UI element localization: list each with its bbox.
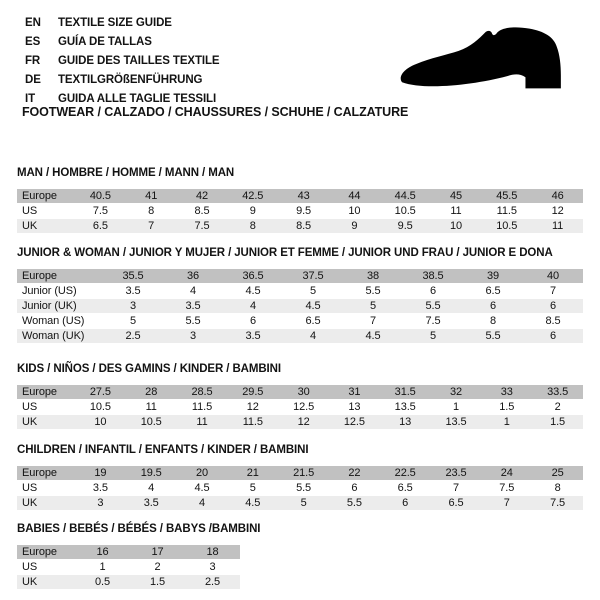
- row-label-cell: US: [17, 560, 75, 575]
- size-value-cell: 3: [103, 299, 163, 314]
- size-table: [17, 466, 583, 511]
- size-value-cell: 3.5: [223, 329, 283, 344]
- row-label-cell: US: [17, 204, 75, 219]
- table-title: MAN / HOMBRE / HOMME / MANN / MAN: [17, 167, 235, 179]
- size-value-cell: 45.5: [481, 189, 532, 204]
- size-value-cell: 3.5: [163, 299, 223, 314]
- size-value-cell: 5.5: [163, 314, 223, 329]
- size-value-cell: 9: [227, 204, 278, 219]
- row-label-cell: US: [17, 400, 75, 415]
- row-label-cell: Woman (UK): [17, 329, 103, 344]
- size-value-cell: 3: [185, 560, 240, 575]
- size-value-cell: 11: [532, 219, 583, 234]
- table-row: [17, 299, 583, 314]
- size-value-cell: 5: [343, 299, 403, 314]
- size-value-cell: 40: [523, 269, 583, 284]
- size-value-cell: 7: [126, 219, 177, 234]
- table-row: [17, 415, 583, 430]
- row-label-cell: UK: [17, 219, 75, 234]
- table-row: [17, 496, 583, 511]
- row-label-cell: UK: [17, 575, 75, 590]
- size-value-cell: 21: [227, 466, 278, 481]
- table-title: JUNIOR & WOMAN / JUNIOR Y MUJER / JUNIOR ET FEMME / JUNIOR UND FRAU / JUNIOR E DONA: [17, 247, 553, 259]
- size-value-cell: 6: [329, 481, 380, 496]
- size-value-cell: 7: [431, 481, 482, 496]
- size-value-cell: 10: [75, 415, 126, 430]
- size-value-cell: 20: [177, 466, 228, 481]
- table-row: [17, 466, 583, 481]
- size-value-cell: 0.5: [75, 575, 130, 590]
- size-value-cell: 6.5: [380, 481, 431, 496]
- category-line: FOOTWEAR / CALZADO / CHAUSSURES / SCHUHE / CALZATURE: [22, 105, 409, 119]
- size-value-cell: 1: [481, 415, 532, 430]
- table-row: [17, 284, 583, 299]
- language-code: DE: [25, 73, 41, 86]
- size-value-cell: 12.5: [329, 415, 380, 430]
- row-label-cell: UK: [17, 415, 75, 430]
- size-value-cell: 4.5: [227, 496, 278, 511]
- size-value-cell: 4: [126, 481, 177, 496]
- size-value-cell: 13: [329, 400, 380, 415]
- size-value-cell: 41: [126, 189, 177, 204]
- size-value-cell: 7.5: [481, 481, 532, 496]
- size-value-cell: 32: [431, 385, 482, 400]
- size-value-cell: 8: [532, 481, 583, 496]
- size-value-cell: 7: [481, 496, 532, 511]
- size-value-cell: 46: [532, 189, 583, 204]
- size-value-cell: 7.5: [532, 496, 583, 511]
- size-value-cell: 11.5: [227, 415, 278, 430]
- size-value-cell: 22.5: [380, 466, 431, 481]
- size-value-cell: 1.5: [130, 575, 185, 590]
- table-row: [17, 575, 240, 590]
- size-value-cell: 38.5: [403, 269, 463, 284]
- table-row: [17, 189, 583, 204]
- size-value-cell: 2: [130, 560, 185, 575]
- size-value-cell: 3: [75, 496, 126, 511]
- size-value-cell: 10.5: [481, 219, 532, 234]
- size-value-cell: 29.5: [227, 385, 278, 400]
- size-value-cell: 7: [343, 314, 403, 329]
- size-table-section: [17, 247, 583, 344]
- size-value-cell: 11: [126, 400, 177, 415]
- size-value-cell: 6: [223, 314, 283, 329]
- size-value-cell: 6.5: [463, 284, 523, 299]
- size-value-cell: 5: [283, 284, 343, 299]
- size-value-cell: 5: [103, 314, 163, 329]
- size-value-cell: 5: [403, 329, 463, 344]
- size-value-cell: 28.5: [177, 385, 228, 400]
- size-value-cell: 6.5: [283, 314, 343, 329]
- size-value-cell: 3.5: [103, 284, 163, 299]
- size-value-cell: 23.5: [431, 466, 482, 481]
- size-value-cell: 12: [278, 415, 329, 430]
- size-value-cell: 12: [532, 204, 583, 219]
- language-label: GUIDA ALLE TAGLIE TESSILI: [58, 92, 217, 105]
- row-label-cell: US: [17, 481, 75, 496]
- size-value-cell: 10.5: [126, 415, 177, 430]
- size-value-cell: 8: [227, 219, 278, 234]
- size-value-cell: 24: [481, 466, 532, 481]
- size-value-cell: 2: [532, 400, 583, 415]
- size-value-cell: 4.5: [177, 481, 228, 496]
- row-label-cell: UK: [17, 496, 75, 511]
- size-value-cell: 8.5: [177, 204, 228, 219]
- size-value-cell: 11: [431, 204, 482, 219]
- size-value-cell: 40.5: [75, 189, 126, 204]
- table-row: [17, 204, 583, 219]
- table-row: [17, 329, 583, 344]
- size-value-cell: 5.5: [343, 284, 403, 299]
- size-value-cell: 3: [163, 329, 223, 344]
- size-value-cell: 6: [380, 496, 431, 511]
- size-value-cell: 35.5: [103, 269, 163, 284]
- size-value-cell: 1: [431, 400, 482, 415]
- size-table: [17, 385, 583, 430]
- row-label-cell: Europe: [17, 466, 75, 481]
- size-value-cell: 10.5: [380, 204, 431, 219]
- size-value-cell: 33: [481, 385, 532, 400]
- language-label: TEXTILGRÖßENFÜHRUNG: [58, 73, 203, 86]
- size-value-cell: 5.5: [403, 299, 463, 314]
- row-label-cell: Europe: [17, 545, 75, 560]
- size-value-cell: 5.5: [278, 481, 329, 496]
- size-value-cell: 5: [227, 481, 278, 496]
- size-value-cell: 9.5: [380, 219, 431, 234]
- size-table-section: [17, 523, 583, 590]
- size-value-cell: 8.5: [523, 314, 583, 329]
- size-value-cell: 45: [431, 189, 482, 204]
- size-value-cell: 10: [329, 204, 380, 219]
- size-value-cell: 13.5: [431, 415, 482, 430]
- size-value-cell: 7.5: [177, 219, 228, 234]
- language-code: FR: [25, 54, 41, 67]
- size-value-cell: 8: [126, 204, 177, 219]
- size-value-cell: 17: [130, 545, 185, 560]
- size-table: [17, 545, 240, 590]
- language-label: GUÍA DE TALLAS: [58, 35, 152, 48]
- row-label-cell: Europe: [17, 269, 103, 284]
- table-row: [17, 545, 240, 560]
- size-value-cell: 5.5: [329, 496, 380, 511]
- size-value-cell: 3.5: [75, 481, 126, 496]
- size-value-cell: 25: [532, 466, 583, 481]
- table-title: KIDS / NIÑOS / DES GAMINS / KINDER / BAMBINI: [17, 363, 281, 375]
- size-value-cell: 44: [329, 189, 380, 204]
- size-value-cell: 42: [177, 189, 228, 204]
- row-label-cell: Europe: [17, 189, 75, 204]
- size-value-cell: 13.5: [380, 400, 431, 415]
- size-value-cell: 8: [463, 314, 523, 329]
- language-code: ES: [25, 35, 41, 48]
- size-value-cell: 28: [126, 385, 177, 400]
- row-label-cell: Junior (UK): [17, 299, 103, 314]
- size-value-cell: 4: [163, 284, 223, 299]
- size-value-cell: 9.5: [278, 204, 329, 219]
- table-row: [17, 219, 583, 234]
- size-value-cell: 36.5: [223, 269, 283, 284]
- size-value-cell: 30: [278, 385, 329, 400]
- size-value-cell: 21.5: [278, 466, 329, 481]
- size-value-cell: 38: [343, 269, 403, 284]
- language-row: [25, 70, 220, 89]
- size-value-cell: 7.5: [75, 204, 126, 219]
- size-value-cell: 9: [329, 219, 380, 234]
- table-title: BABIES / BEBÉS / BÉBÉS / BABYS /BAMBINI: [17, 523, 261, 535]
- row-label-cell: Europe: [17, 385, 75, 400]
- size-value-cell: 22: [329, 466, 380, 481]
- table-row: [17, 560, 240, 575]
- size-value-cell: 2.5: [103, 329, 163, 344]
- size-value-cell: 16: [75, 545, 130, 560]
- size-value-cell: 1: [75, 560, 130, 575]
- size-value-cell: 4.5: [343, 329, 403, 344]
- row-label-cell: Woman (US): [17, 314, 103, 329]
- language-code: EN: [25, 16, 41, 29]
- table-title: CHILDREN / INFANTIL / ENFANTS / KINDER / BAMBINI: [17, 444, 309, 456]
- size-value-cell: 37.5: [283, 269, 343, 284]
- size-value-cell: 6: [463, 299, 523, 314]
- size-value-cell: 19: [75, 466, 126, 481]
- table-row: [17, 400, 583, 415]
- size-value-cell: 4: [177, 496, 228, 511]
- size-value-cell: 11.5: [481, 204, 532, 219]
- table-row: [17, 385, 583, 400]
- size-value-cell: 4: [223, 299, 283, 314]
- size-table: [17, 269, 583, 344]
- size-value-cell: 18: [185, 545, 240, 560]
- size-value-cell: 12.5: [278, 400, 329, 415]
- size-value-cell: 44.5: [380, 189, 431, 204]
- size-value-cell: 31: [329, 385, 380, 400]
- row-label-cell: Junior (US): [17, 284, 103, 299]
- size-value-cell: 10.5: [75, 400, 126, 415]
- size-value-cell: 6: [523, 299, 583, 314]
- table-row: [17, 269, 583, 284]
- size-value-cell: 7.5: [403, 314, 463, 329]
- size-value-cell: 42.5: [227, 189, 278, 204]
- language-row: [25, 51, 220, 70]
- size-value-cell: 6.5: [75, 219, 126, 234]
- size-value-cell: 12: [227, 400, 278, 415]
- size-value-cell: 6: [523, 329, 583, 344]
- language-label: GUIDE DES TAILLES TEXTILE: [58, 54, 220, 67]
- size-value-cell: 8.5: [278, 219, 329, 234]
- size-value-cell: 36: [163, 269, 223, 284]
- shoe-icon: [396, 25, 573, 96]
- size-value-cell: 33.5: [532, 385, 583, 400]
- language-label: TEXTILE SIZE GUIDE: [58, 16, 172, 29]
- size-value-cell: 7: [523, 284, 583, 299]
- size-value-cell: 27.5: [75, 385, 126, 400]
- size-value-cell: 31.5: [380, 385, 431, 400]
- size-value-cell: 6.5: [431, 496, 482, 511]
- size-value-cell: 11: [177, 415, 228, 430]
- size-value-cell: 5.5: [463, 329, 523, 344]
- size-value-cell: 1.5: [481, 400, 532, 415]
- table-row: [17, 481, 583, 496]
- size-value-cell: 1.5: [532, 415, 583, 430]
- language-row: [25, 32, 220, 51]
- size-value-cell: 3.5: [126, 496, 177, 511]
- language-row: [25, 13, 220, 32]
- size-value-cell: 4: [283, 329, 343, 344]
- size-value-cell: 10: [431, 219, 482, 234]
- size-value-cell: 5: [278, 496, 329, 511]
- size-table-section: [17, 167, 583, 234]
- size-value-cell: 6: [403, 284, 463, 299]
- table-row: [17, 314, 583, 329]
- size-value-cell: 13: [380, 415, 431, 430]
- language-list: [25, 13, 220, 108]
- size-table: [17, 189, 583, 234]
- size-table-section: [17, 444, 583, 511]
- size-value-cell: 4.5: [223, 284, 283, 299]
- size-value-cell: 43: [278, 189, 329, 204]
- size-value-cell: 39: [463, 269, 523, 284]
- size-value-cell: 11.5: [177, 400, 228, 415]
- language-code: IT: [25, 92, 36, 105]
- size-table-section: [17, 363, 583, 430]
- size-value-cell: 2.5: [185, 575, 240, 590]
- size-value-cell: 19.5: [126, 466, 177, 481]
- size-value-cell: 4.5: [283, 299, 343, 314]
